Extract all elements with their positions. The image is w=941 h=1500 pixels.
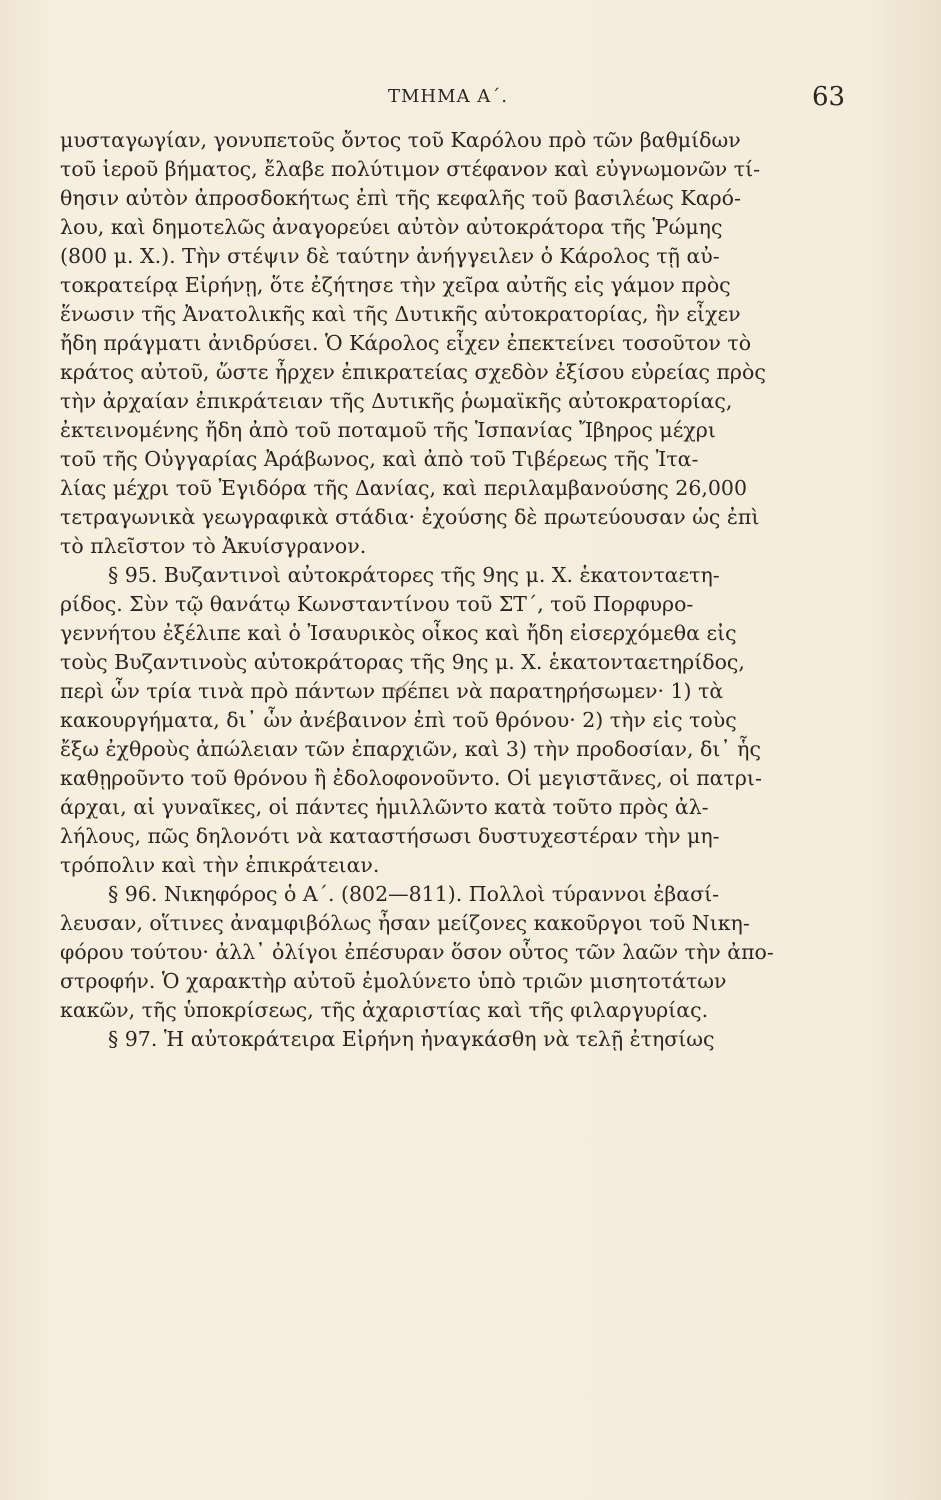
text-line: κακῶν, τῆς ὑποκρίσεως, τῆς ἀχαριστίας καὶ τῆς φιλαργυρίας. bbox=[60, 998, 709, 1022]
text-line: τοῦ τῆς Οὐγγαρίας Ἀράβωνος, καὶ ἀπὸ τοῦ Τιβέρεως τῆς Ἰτα- bbox=[60, 447, 699, 471]
text-line: γεννήτου ἐξέλιπε καὶ ὁ Ἰσαυρικὸς οἶκος καὶ ἤδη εἰσερχόμεθα εἰς bbox=[60, 621, 737, 645]
text-line: τετραγωνικὰ γεωγραφικὰ στάδια· ἐχούσης δὲ πρωτεύουσαν ὡς ἐπὶ bbox=[60, 505, 760, 529]
text-line: τοῦ ἱεροῦ βήματος, ἔλαβε πολύτιμον στέφανον καὶ εὐγνωμονῶν τί- bbox=[60, 157, 761, 181]
text-line: λευσαν, οἵτινες ἀναμφιβόλως ἦσαν μείζονες κακοῦργοι τοῦ Νικη- bbox=[60, 911, 750, 935]
text-line: τὴν ἀρχαίαν ἐπικράτειαν τῆς Δυτικῆς ῥωμαϊκῆς αὐτοκρατορίας, bbox=[60, 389, 733, 413]
text-line: κράτος αὐτοῦ, ὥστε ἦρχεν ἐπικρατείας σχεδὸν ἐξίσου εὐρείας πρὸς bbox=[60, 360, 766, 384]
text-line: λήλους, πῶς δηλονότι νὰ καταστήσωσι δυστυχεστέραν τὴν μη- bbox=[60, 824, 720, 848]
text-line: ρίδος. Σὺν τῷ θανάτῳ Κωνσταντίνου τοῦ ΣΤ΄, τοῦ Πορφυρο- bbox=[60, 592, 694, 616]
text-line: μυσταγωγίαν, γονυπετοῦς ὄντος τοῦ Καρόλου πρὸ τῶν βαθμίδων bbox=[60, 128, 741, 152]
page-number: 63 bbox=[812, 82, 846, 112]
body-text bbox=[60, 126, 830, 1054]
text-line: ἔξω ἐχθροὺς ἀπώλειαν τῶν ἐπαρχιῶν, καὶ 3) τὴν προδοσίαν, δι᾽ ἧς bbox=[60, 737, 761, 761]
text-line: καθῃροῦντο τοῦ θρόνου ἢ ἐδολοφονοῦντο. Οἱ μεγιστᾶνες, οἱ πατρι- bbox=[60, 766, 762, 790]
text-line: περὶ ὧν τρία τινὰ πρὸ πάντων πρέπει νὰ παρατηρήσωμεν· 1) τὰ bbox=[60, 679, 724, 703]
text-line: ἤδη πράγματι ἀνιδρύσει. Ὁ Κάρολος εἶχεν ἐπεκτείνει τοσοῦτον τὸ bbox=[60, 331, 752, 355]
text-line: άρχαι, αἱ γυναῖκες, οἱ πάντες ἡμιλλῶντο κατὰ τοῦτο πρὸς ἀλ- bbox=[60, 795, 709, 819]
text-line: λίας μέχρι τοῦ Ἐγιδόρα τῆς Δανίας, καὶ περιλαμβανούσης 26,000 bbox=[60, 476, 748, 500]
text-line: ἐκτεινομένης ἤδη ἀπὸ τοῦ ποταμοῦ τῆς Ἱσπανίας Ἴβηρος μέχρι bbox=[60, 418, 716, 442]
text-line: στροφήν. Ὁ χαρακτὴρ αὐτοῦ ἐμολύνετο ὑπὸ τριῶν μισητοτάτων bbox=[60, 969, 727, 993]
text-line: τρόπολιν καὶ τὴν ἐπικράτειαν. bbox=[60, 853, 380, 877]
pencil-check-mark bbox=[392, 680, 410, 694]
text-line: κακουργήματα, δι᾽ ὧν ἀνέβαινον ἐπὶ τοῦ θρόνου· 2) τὴν εἰς τοὺς bbox=[60, 708, 737, 732]
section-heading-97: § 97. Ἡ αὐτοκράτειρα Εἰρήνη ἠναγκάσθη νὰ τελῇ ἐτησίως bbox=[108, 1027, 715, 1051]
text-line: τοκρατείρᾳ Εἰρήνῃ, ὅτε ἐζήτησε τὴν χεῖρα αὐτῆς εἰς γάμον πρὸς bbox=[60, 273, 731, 297]
text-line: ἕνωσιν τῆς Ἀνατολικῆς καὶ τῆς Δυτικῆς αὐτοκρατορίας, ἣν εἶχεν bbox=[60, 302, 741, 326]
page-header bbox=[0, 82, 941, 122]
text-line: θησιν αὐτὸν ἀπροσδοκήτως ἐπὶ τῆς κεφαλῆς τοῦ βασιλέως Καρό- bbox=[60, 186, 741, 210]
text-line: (800 μ. Χ.). Τὴν στέψιν δὲ ταύτην ἀνήγγειλεν ὁ Κάρολος τῇ αὐ- bbox=[60, 244, 720, 268]
section-heading-95: § 95. Βυζαντινοὶ αὐτοκράτορες τῆς 9ης μ. Χ. ἑκατονταετη- bbox=[108, 563, 720, 587]
text-line: φόρου τούτου· ἀλλ᾽ ὀλίγοι ἐπέσυραν ὅσον οὗτος τῶν λαῶν τὴν ἀπο- bbox=[60, 940, 774, 964]
text-line: τὸ πλεῖστον τὸ Ἀκυίσγρανον. bbox=[60, 534, 367, 558]
running-title: ΤΜΗΜΑ Α΄. bbox=[388, 86, 509, 107]
section-heading-96: § 96. Νικηφόρος ὁ Α΄. (802—811). Πολλοὶ τύραννοι ἐβασί- bbox=[108, 882, 720, 906]
text-line: τοὺς Βυζαντινοὺς αὐτοκράτορας τῆς 9ης μ. Χ. ἑκατονταετηρίδος, bbox=[60, 650, 745, 674]
text-line: λου, καὶ δημοτελῶς ἀναγορεύει αὐτὸν αὐτοκράτορα τῆς Ῥώμης bbox=[60, 215, 723, 239]
